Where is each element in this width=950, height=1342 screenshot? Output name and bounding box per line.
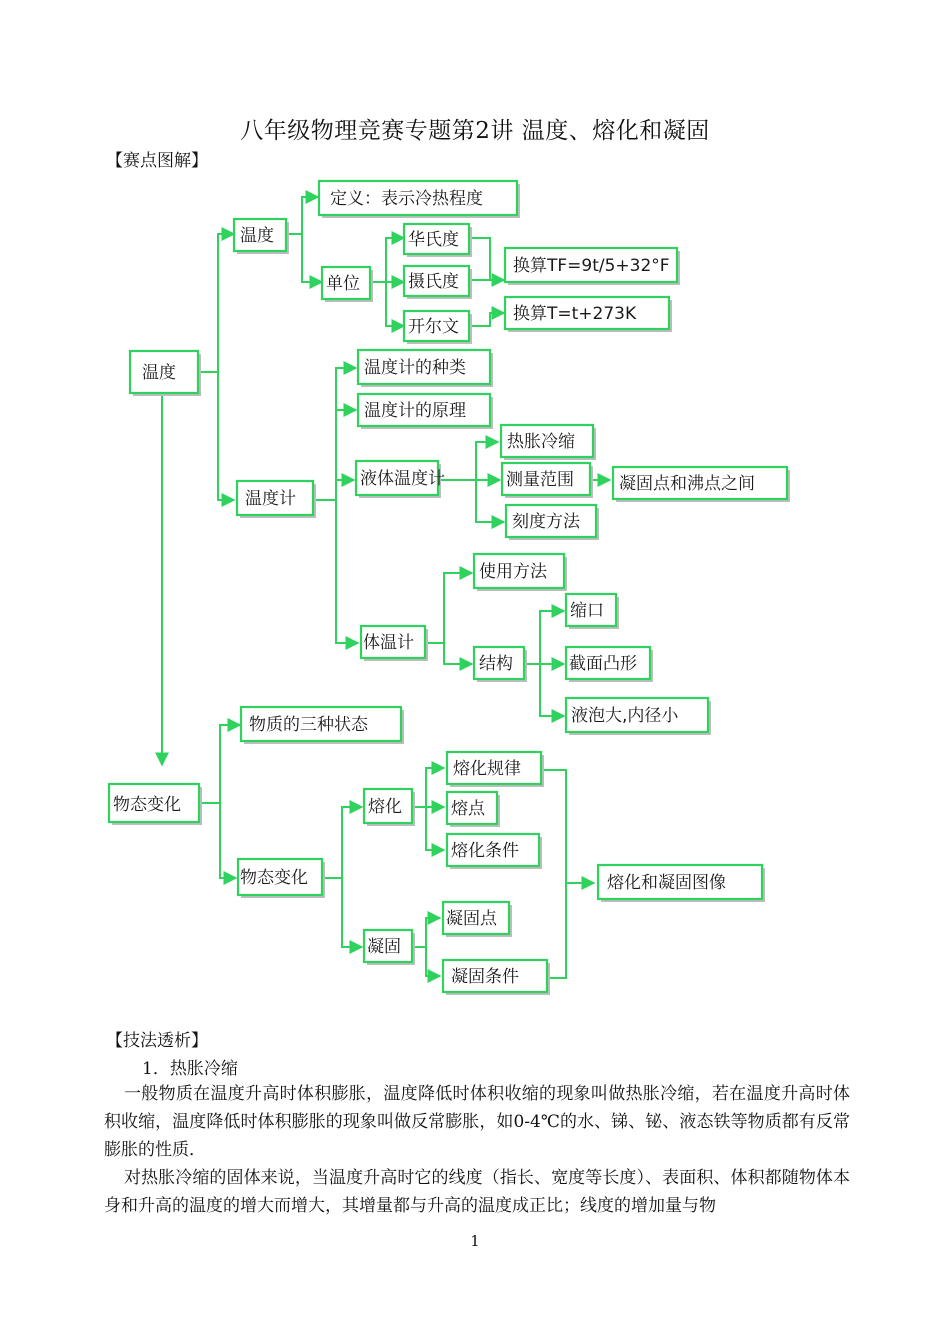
svg-text:凝固: 凝固 [367, 937, 401, 957]
box-convex-section [566, 647, 653, 682]
svg-text:凝固点: 凝固点 [446, 909, 497, 929]
box-bulb [566, 698, 711, 735]
box-melting-point [447, 792, 500, 827]
paragraph-2: 对热胀冷缩的固体来说，当温度升高时它的线度（指长、宽度等长度）、表面积、体积都随物体本身和升高的温度的增大而增大，其增量都与升高的温度成正比；线度的增加量与物 [104, 1168, 850, 1216]
box-melting-condition [447, 834, 542, 869]
svg-text:温度: 温度 [142, 363, 176, 383]
svg-text:测量范围: 测量范围 [506, 470, 574, 490]
box-solidification [364, 930, 415, 965]
svg-text:温度计的种类: 温度计的种类 [364, 358, 466, 378]
box-structure [474, 647, 527, 682]
box-celsius [404, 266, 472, 299]
box-solidification-condition [443, 960, 550, 995]
svg-text:温度计: 温度计 [245, 489, 296, 509]
svg-text:定义：表示冷热程度: 定义：表示冷热程度 [330, 189, 483, 209]
svg-text:缩口: 缩口 [570, 601, 604, 621]
svg-text:熔化条件: 熔化条件 [451, 841, 519, 861]
svg-text:液泡大,内径小: 液泡大,内径小 [571, 706, 679, 726]
svg-text:华氏度: 华氏度 [408, 230, 459, 250]
svg-text:凝固点和沸点之间: 凝固点和沸点之间 [619, 474, 755, 494]
svg-text:熔化和凝固图像: 熔化和凝固图像 [607, 873, 726, 893]
svg-text:物态变化: 物态变化 [240, 868, 308, 888]
box-liquid-thermometer [356, 461, 445, 498]
box-fahrenheit [404, 224, 472, 257]
box-melting-law [447, 752, 544, 787]
svg-text:换算T=t+273K: 换算T=t+273K [513, 304, 637, 324]
svg-text:液体温度计: 液体温度计 [360, 469, 445, 489]
paragraph-1: 一般物质在温度升高时体积膨胀，温度降低时体积收缩的现象叫做热胀冷缩，若在温度升高时体积收缩，温度降低时体积膨胀的现象叫做反常膨胀，如0-4℃的水、锑、铋、液态铁等物质都有反常膨胀的性质． [104, 1084, 850, 1160]
box-measuring-range [502, 463, 593, 498]
svg-text:物态变化: 物态变化 [113, 795, 181, 815]
box-definition [319, 181, 520, 218]
section-heading-diagram: 【赛点图解】 [106, 151, 208, 171]
box-temperature [234, 219, 289, 254]
section-heading-techniques: 【技法透析】 [106, 1031, 208, 1051]
subheading-thermal-expansion: 1．热胀冷缩 [142, 1059, 238, 1079]
svg-text:温度: 温度 [240, 226, 274, 246]
svg-text:摄氏度: 摄氏度 [408, 272, 459, 292]
box-thermometer-principle [358, 394, 493, 429]
svg-text:熔点: 熔点 [451, 799, 485, 819]
page-title: 八年级物理竞赛专题第2讲 温度、熔化和凝固 [240, 118, 710, 144]
svg-text:开尔文: 开尔文 [408, 317, 459, 337]
box-melting [364, 789, 415, 826]
box-constriction [566, 594, 619, 629]
box-clinical-thermometer [361, 626, 428, 661]
box-three-states [241, 707, 404, 744]
box-scale-method [506, 505, 599, 540]
box-unit [322, 267, 373, 302]
box-kelvin [404, 311, 472, 344]
svg-text:结构: 结构 [479, 654, 513, 674]
box-freezing-point [443, 902, 512, 937]
svg-text:体温计: 体温计 [363, 633, 414, 653]
svg-text:熔化规律: 熔化规律 [453, 759, 521, 779]
box-conversion-kelvin [505, 297, 672, 332]
svg-text:截面凸形: 截面凸形 [569, 654, 637, 674]
page-number: 1 [470, 1232, 480, 1250]
box-state-change [238, 859, 325, 898]
svg-text:单位: 单位 [326, 274, 360, 294]
box-usage [474, 554, 567, 591]
svg-text:换算TF=9t/5+32°F: 换算TF=9t/5+32°F [513, 256, 670, 276]
concept-map-diagram [104, 170, 804, 1010]
box-conversion-fahrenheit [505, 248, 680, 285]
svg-text:使用方法: 使用方法 [479, 562, 547, 582]
box-thermometer [237, 481, 316, 518]
box-thermal-expansion [501, 425, 596, 460]
box-root-state-change [109, 784, 202, 825]
svg-text:热胀冷缩: 热胀冷缩 [507, 432, 575, 452]
svg-text:刻度方法: 刻度方法 [512, 512, 580, 532]
svg-text:熔化: 熔化 [368, 797, 402, 817]
svg-text:凝固条件: 凝固条件 [451, 967, 519, 987]
svg-text:物质的三种状态: 物质的三种状态 [249, 715, 368, 735]
box-root-temperature [130, 351, 201, 396]
svg-text:温度计的原理: 温度计的原理 [364, 401, 466, 421]
box-thermometer-kinds [358, 350, 493, 387]
box-melting-solidification-graph [598, 865, 765, 902]
box-freezing-boiling [613, 467, 790, 502]
